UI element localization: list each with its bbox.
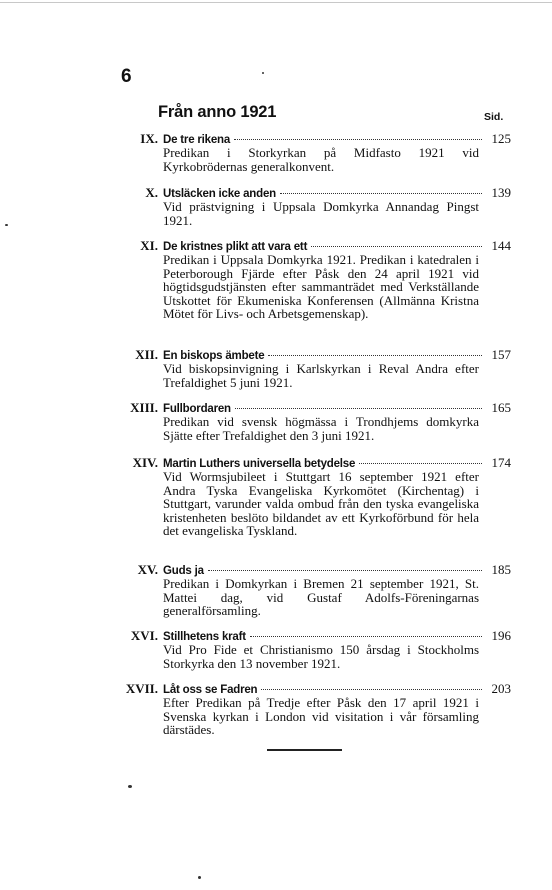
toc-entry-xiii bbox=[98, 400, 510, 442]
entry-title: Utsläcken icke anden bbox=[163, 188, 276, 200]
dot-leader bbox=[280, 193, 482, 194]
entry-description: Predikan i Domkyrkan i Bremen 21 september 1921, St. Mattei dag, vid Gustaf Adolfs-Föreningarnas generalförsamling. bbox=[163, 576, 479, 619]
page-number: 6 bbox=[121, 66, 132, 87]
section-title: Från anno 1921 bbox=[158, 103, 277, 121]
entry-title: En biskops ämbete bbox=[163, 350, 265, 362]
dot-leader bbox=[234, 139, 482, 140]
dot-leader bbox=[359, 463, 482, 464]
entry-numeral: XVI. bbox=[130, 628, 158, 643]
entry-numeral: X. bbox=[145, 185, 158, 200]
toc-entry-xiv bbox=[98, 455, 510, 538]
print-speck bbox=[5, 224, 8, 226]
page-column-label: Sid. bbox=[484, 111, 504, 123]
entry-description: Vid Pro Fide et Christianismo 150 årsdag i Stockholms Storkyrka den 13 november 1921. bbox=[163, 642, 479, 671]
dot-leader bbox=[261, 689, 482, 690]
entry-numeral: XII. bbox=[135, 347, 158, 362]
entry-title: Låt oss se Fadren bbox=[163, 684, 258, 696]
entry-title: Stillhetens kraft bbox=[163, 631, 246, 643]
entry-title: Guds ja bbox=[163, 565, 204, 577]
dot-leader bbox=[250, 636, 482, 637]
top-edge-rule bbox=[0, 2, 552, 3]
entry-description: Predikan i Storkyrkan på Midfasto 1921 vid Kyrkobrödernas generalkonvent. bbox=[163, 145, 479, 174]
entry-description: Efter Predikan på Tredje efter Påsk den 17 april 1921 i Svenska kyrkan i London vid visitation i vår församling därstädes. bbox=[163, 695, 479, 738]
entry-page-number: 185 bbox=[491, 562, 511, 577]
entry-description: Vid biskopsinvigning i Karlskyrkan i Reval Andra efter Trefaldighet 5 juni 1921. bbox=[163, 361, 479, 390]
entry-numeral: XVII. bbox=[125, 681, 158, 696]
entry-numeral: XI. bbox=[140, 238, 158, 253]
entry-title: De tre rikena bbox=[163, 134, 231, 146]
entry-description: Predikan i Uppsala Domkyrka 1921. Predikan i katedralen i Peterborough Fjärde efter Påsk den 24 april 1921 vid högtidsgudstjänsten efter sammanträdet med Verkställande Utskottet för Ekumeniska Konferensen (Allmänna Kristna Mötet för Livs- och Arbetsgemenskap). bbox=[163, 252, 479, 322]
entry-numeral: IX. bbox=[140, 131, 158, 146]
entry-page-number: 203 bbox=[491, 681, 511, 696]
dot-leader bbox=[311, 246, 482, 247]
entry-description: Vid Wormsjubileet i Stuttgart 16 september 1921 efter Andra Tyska Evangeliska Kyrkomötet (Kirchentag) i Stuttgart, varunder valda ombud från den tyska evangeliska kristenheten beslöto bildandet av ett Kyrkoförbund för hela det evangeliska Tyskland. bbox=[163, 469, 479, 539]
toc-entry-xv bbox=[98, 562, 510, 618]
toc-entry-xii bbox=[98, 347, 510, 389]
toc-entry-xi bbox=[98, 238, 510, 321]
toc-entry-x bbox=[98, 185, 510, 227]
print-speck bbox=[128, 785, 132, 788]
entry-numeral: XIII. bbox=[130, 400, 158, 415]
print-speck bbox=[262, 72, 264, 74]
toc-entry-xvi bbox=[98, 628, 510, 670]
entry-page-number: 125 bbox=[491, 131, 511, 146]
entry-numeral: XV. bbox=[137, 562, 158, 577]
dot-leader bbox=[235, 408, 482, 409]
dot-leader bbox=[268, 355, 482, 356]
entry-page-number: 165 bbox=[491, 400, 511, 415]
entry-page-number: 144 bbox=[491, 238, 511, 253]
entry-title: De kristnes plikt att vara ett bbox=[163, 241, 308, 253]
entry-numeral: XIV. bbox=[132, 455, 158, 470]
print-speck bbox=[198, 876, 201, 879]
entry-description: Predikan vid svensk högmässa i Trondhjems domkyrka Sjätte efter Trefaldighet den 3 juni 1921. bbox=[163, 414, 479, 443]
closing-rule bbox=[267, 749, 342, 751]
entry-title: Martin Luthers universella betydelse bbox=[163, 458, 356, 470]
toc-entry-xvii bbox=[98, 681, 510, 737]
dot-leader bbox=[208, 570, 482, 571]
entry-description: Vid prästvigning i Uppsala Domkyrka Annandag Pingst 1921. bbox=[163, 199, 479, 228]
entry-page-number: 174 bbox=[491, 455, 511, 470]
toc-entry-ix bbox=[98, 131, 510, 173]
entry-page-number: 196 bbox=[491, 628, 511, 643]
entry-title: Fullbordaren bbox=[163, 403, 231, 415]
entry-page-number: 157 bbox=[491, 347, 511, 362]
entry-page-number: 139 bbox=[491, 185, 511, 200]
